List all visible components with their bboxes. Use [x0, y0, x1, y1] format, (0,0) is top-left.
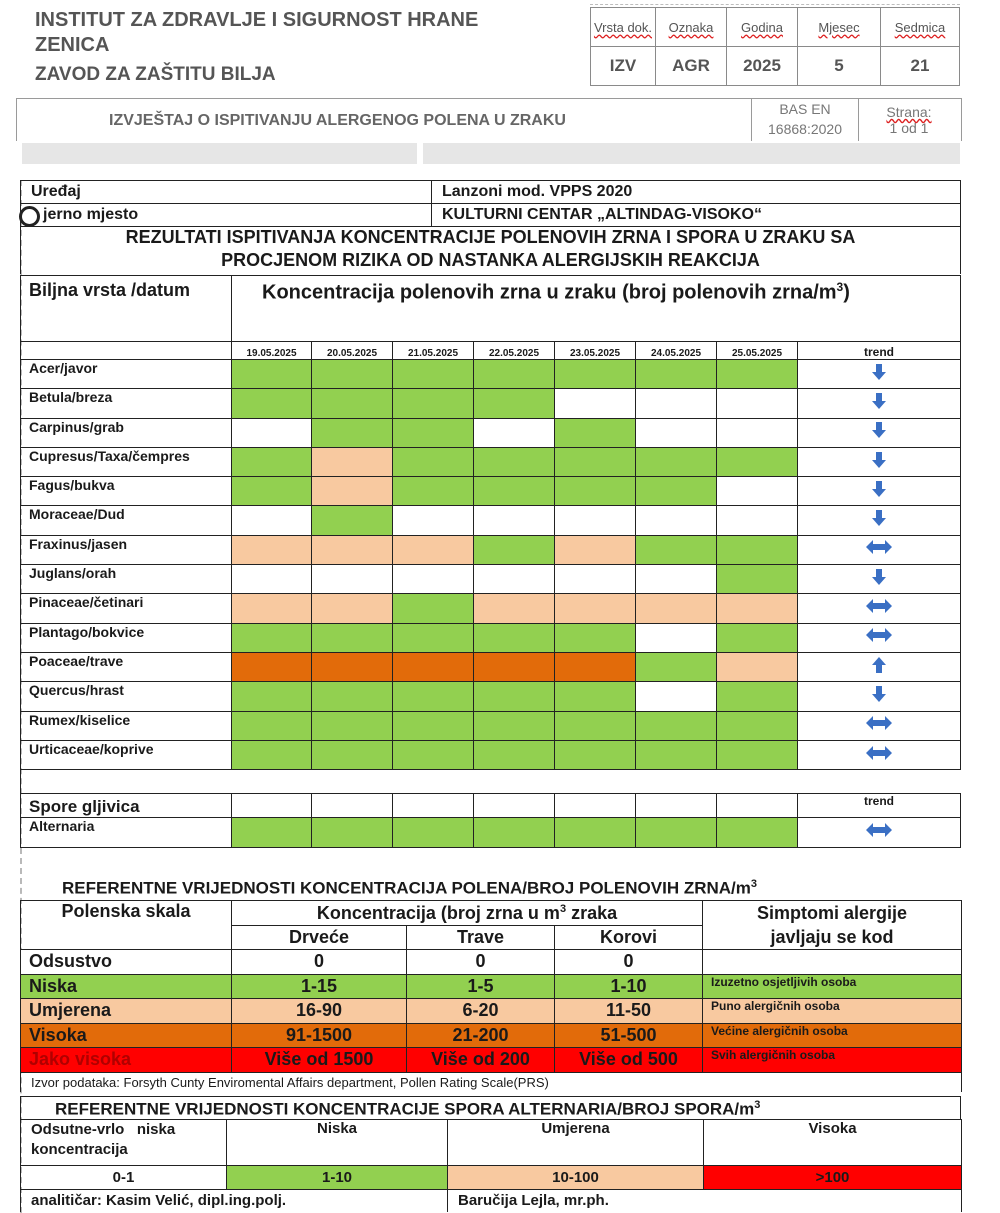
- pollen-results-table: [20, 275, 961, 848]
- species-row: [21, 623, 961, 652]
- concentration-cell: [312, 594, 393, 623]
- arrow-left-right-icon: [866, 747, 892, 764]
- concentration-cell: [717, 447, 798, 476]
- species-name: Carpinus/grab: [21, 418, 232, 447]
- blank-cell: [21, 770, 232, 794]
- concentration-cell: [717, 818, 798, 848]
- concentration-cell: [555, 389, 636, 418]
- scale-level: Jako visoka: [21, 1048, 232, 1073]
- analyst-signature: analitičar: Kasim Velić, dipl.ing.polj.: [21, 1190, 448, 1212]
- spores-reference-title: REFERENTNE VRIJEDNOSTI KONCENTRACIJE SPORA ALTERNARIA/BROJ SPORA/m: [55, 1099, 755, 1119]
- concentration-cell: [393, 594, 474, 623]
- arrow-down-icon: [872, 368, 886, 385]
- scale-value: 6-20: [407, 999, 555, 1024]
- blank-cell: [232, 770, 312, 794]
- concentration-cell: [312, 818, 393, 848]
- species-row: [21, 535, 961, 564]
- spores-trend-header: trend: [798, 794, 961, 818]
- species-row: [21, 711, 961, 740]
- spores-col-high: Visoka: [704, 1120, 962, 1166]
- concentration-cell: [232, 447, 312, 476]
- concentration-cell: [232, 711, 312, 740]
- date-header: 23.05.2025: [555, 342, 636, 360]
- device-value: Lanzoni mod. VPPS 2020: [432, 181, 961, 204]
- concentration-cell: [555, 594, 636, 623]
- scale-value: 51-500: [555, 1023, 703, 1048]
- spores-reference-sup: 3: [754, 1099, 761, 1111]
- concentration-cell: [474, 818, 555, 848]
- concentration-cell: [312, 682, 393, 711]
- concentration-cell: [717, 711, 798, 740]
- doc-week-value: 21: [881, 47, 960, 86]
- org-line-1: INSTITUT ZA ZDRAVLJE I SIGURNOST HRANE: [35, 9, 479, 31]
- date-header: 21.05.2025: [393, 342, 474, 360]
- species-row: [21, 565, 961, 594]
- concentration-header-end: ): [843, 281, 850, 304]
- scale-value: Više od 1500: [232, 1048, 407, 1073]
- arrow-down-icon: [872, 514, 886, 531]
- trend-cell: [798, 389, 961, 418]
- concentration-cell: [636, 418, 717, 447]
- species-row: [21, 740, 961, 769]
- trend-cell: [798, 565, 961, 594]
- species-name: Fraxinus/jasen: [21, 535, 232, 564]
- date-header: 19.05.2025: [232, 342, 312, 360]
- concentration-cell: [232, 565, 312, 594]
- concentration-cell: [393, 682, 474, 711]
- device-table: [20, 180, 961, 227]
- spores-val-low: 1-10: [227, 1166, 448, 1190]
- concentration-cell: [474, 565, 555, 594]
- concentration-cell: [555, 477, 636, 506]
- arrow-left-right-icon: [866, 717, 892, 734]
- concentration-cell: [636, 652, 717, 681]
- second-signature: Baručija Lejla, mr.ph.: [448, 1190, 962, 1212]
- concentration-cell: [474, 682, 555, 711]
- cursor-circle: [19, 206, 40, 227]
- symptom-text: [703, 950, 962, 975]
- blank-row: [21, 770, 961, 794]
- grey-bar-right: [423, 143, 960, 164]
- spores-reference-box: [20, 1096, 961, 1120]
- concentration-cell: [232, 389, 312, 418]
- spores-scale-table: [20, 1119, 962, 1212]
- ref-conc-text: Koncentracija (broj zrna u m: [316, 902, 560, 923]
- concentration-cell: [232, 740, 312, 769]
- concentration-cell: [717, 506, 798, 535]
- scale-row: [21, 950, 962, 975]
- concentration-cell: [393, 565, 474, 594]
- species-row: [21, 360, 961, 389]
- concentration-cell: [232, 360, 312, 389]
- arrow-down-icon: [872, 456, 886, 473]
- concentration-column-header: [232, 276, 961, 342]
- concentration-cell: [232, 652, 312, 681]
- scale-level: Umjerena: [21, 999, 232, 1024]
- trend-cell: [798, 360, 961, 389]
- species-row: [21, 477, 961, 506]
- spores-header-cell: [555, 794, 636, 818]
- concentration-cell: [636, 506, 717, 535]
- pollen-scale-table: [20, 900, 962, 1092]
- species-name: Juglans/orah: [21, 565, 232, 594]
- doc-year-value: 2025: [727, 47, 798, 86]
- concentration-cell: [393, 389, 474, 418]
- concentration-cell: [636, 360, 717, 389]
- concentration-cell: [312, 565, 393, 594]
- scale-row: [21, 1023, 962, 1048]
- trend-cell: [798, 594, 961, 623]
- concentration-cell: [474, 506, 555, 535]
- concentration-cell: [717, 389, 798, 418]
- concentration-cell: [474, 389, 555, 418]
- location-value: KULTURNI CENTAR „ALTINDAG-VISOKO“: [432, 204, 961, 227]
- concentration-cell: [636, 389, 717, 418]
- scale-value: 1-5: [407, 974, 555, 999]
- arrow-down-icon: [872, 573, 886, 590]
- symptom-text: Izuzetno osjetljivih osoba: [703, 974, 962, 999]
- concentration-cell: [717, 623, 798, 652]
- concentration-cell: [474, 623, 555, 652]
- trend-header: trend: [798, 342, 961, 360]
- arrow-left-right-icon: [866, 541, 892, 558]
- scale-value: 1-10: [555, 974, 703, 999]
- trend-cell: [798, 682, 961, 711]
- doc-month-value: 5: [798, 47, 881, 86]
- concentration-cell: [636, 818, 717, 848]
- reference-title-sup: 3: [750, 878, 758, 890]
- concentration-cell: [312, 447, 393, 476]
- concentration-cell: [393, 535, 474, 564]
- concentration-cell: [474, 652, 555, 681]
- scale-value: 0: [232, 950, 407, 975]
- spores-col-absent-l2: koncentracija: [31, 1141, 128, 1158]
- scale-value: 1-15: [232, 974, 407, 999]
- concentration-cell: [232, 418, 312, 447]
- concentration-cell: [232, 682, 312, 711]
- concentration-header-sup: 3: [836, 280, 844, 294]
- trend-cell: [798, 535, 961, 564]
- scale-value: 11-50: [555, 999, 703, 1024]
- concentration-cell: [393, 711, 474, 740]
- ref-concentration-header: [232, 901, 703, 926]
- grey-bar-left: [22, 143, 417, 164]
- ref-conc-end: zraka: [566, 902, 618, 923]
- species-row: [21, 652, 961, 681]
- org-line-2: ZENICA: [35, 34, 110, 56]
- device-label: Uređaj: [21, 181, 432, 204]
- blank-cell: [393, 770, 474, 794]
- concentration-cell: [393, 623, 474, 652]
- spores-val-high: >100: [704, 1166, 962, 1190]
- concentration-cell: [312, 711, 393, 740]
- concentration-cell: [474, 418, 555, 447]
- concentration-cell: [393, 740, 474, 769]
- species-name: Rumex/kiselice: [21, 711, 232, 740]
- scale-value: 0: [555, 950, 703, 975]
- symptom-text: Puno alergičnih osoba: [703, 999, 962, 1024]
- concentration-cell: [232, 535, 312, 564]
- spores-col-moderate: Umjerena: [448, 1120, 704, 1166]
- concentration-cell: [555, 623, 636, 652]
- doc-type-value: IZV: [591, 47, 656, 86]
- spores-header-cell: [393, 794, 474, 818]
- doc-year-label: Godina: [727, 8, 798, 47]
- species-name: Fagus/bukva: [21, 477, 232, 506]
- spores-header-row: [21, 794, 961, 818]
- spores-header-cell: [232, 794, 312, 818]
- concentration-cell: [312, 623, 393, 652]
- grass-header: Trave: [407, 926, 555, 950]
- scale-value: Više od 200: [407, 1048, 555, 1073]
- concentration-cell: [717, 594, 798, 623]
- concentration-cell: [555, 565, 636, 594]
- concentration-cell: [232, 623, 312, 652]
- concentration-cell: [717, 652, 798, 681]
- report-title: IZVJEŠTAJ O ISPITIVANJU ALERGENOG POLENA U ZRAKU: [109, 112, 566, 129]
- concentration-cell: [555, 418, 636, 447]
- concentration-cell: [555, 711, 636, 740]
- arrow-down-icon: [872, 397, 886, 414]
- concentration-cell: [636, 682, 717, 711]
- symptoms-header: [703, 901, 962, 950]
- concentration-cell: [636, 740, 717, 769]
- concentration-cell: [474, 360, 555, 389]
- species-row: [21, 447, 961, 476]
- spores-header-cell: [312, 794, 393, 818]
- concentration-cell: [555, 740, 636, 769]
- blank-cell: [717, 770, 798, 794]
- doc-type-label: Vrsta dok.: [591, 8, 656, 47]
- concentration-cell: [474, 711, 555, 740]
- species-name: Acer/javor: [21, 360, 232, 389]
- species-row: [21, 418, 961, 447]
- trees-header: Drveće: [232, 926, 407, 950]
- concentration-cell: [636, 535, 717, 564]
- concentration-cell: [636, 477, 717, 506]
- spores-label: Spore gljivica: [21, 794, 232, 818]
- concentration-cell: [312, 418, 393, 447]
- symptom-text: Većine alergičnih osoba: [703, 1023, 962, 1048]
- scale-level: Odsustvo: [21, 950, 232, 975]
- doc-month-label: Mjesec: [798, 8, 881, 47]
- concentration-cell: [717, 740, 798, 769]
- reference-title: [62, 878, 757, 899]
- doc-code-value: AGR: [656, 47, 727, 86]
- trend-cell: [798, 652, 961, 681]
- concentration-cell: [717, 565, 798, 594]
- concentration-cell: [474, 535, 555, 564]
- concentration-cell: [717, 477, 798, 506]
- species-row: [21, 506, 961, 535]
- results-title-line-1: REZULTATI ISPITIVANJA KONCENTRACIJE POLENOVIH ZRNA I SPORA U ZRAKU SA: [125, 227, 856, 247]
- source-row: [21, 1072, 962, 1092]
- org-name: [35, 8, 478, 58]
- concentration-cell: [393, 477, 474, 506]
- concentration-cell: [555, 447, 636, 476]
- concentration-cell: [393, 506, 474, 535]
- location-label: jerno mjesto: [43, 206, 139, 223]
- species-row: [21, 818, 961, 848]
- concentration-cell: [232, 477, 312, 506]
- concentration-cell: [232, 594, 312, 623]
- concentration-cell: [232, 818, 312, 848]
- spores-col-low: Niska: [227, 1120, 448, 1166]
- concentration-cell: [312, 535, 393, 564]
- scale-value: 16-90: [232, 999, 407, 1024]
- concentration-header-text: Koncentracija polenovih zrna u zraku (broj polenovih zrna/m: [262, 281, 837, 304]
- concentration-cell: [393, 818, 474, 848]
- trend-cell: [798, 711, 961, 740]
- concentration-cell: [312, 389, 393, 418]
- blank-cell: [474, 770, 555, 794]
- concentration-cell: [393, 447, 474, 476]
- concentration-cell: [555, 506, 636, 535]
- species-row: [21, 682, 961, 711]
- scale-header: Polenska skala: [21, 901, 232, 950]
- spores-col-absent-l1: Odsutne-vrlo niska: [31, 1121, 176, 1138]
- blank-cell: [636, 770, 717, 794]
- source-note: Izvor podataka: Forsyth Cunty Enviromental Affairs department, Pollen Rating Scale(PRS): [21, 1072, 962, 1092]
- spores-val-moderate: 10-100: [448, 1166, 704, 1190]
- species-name: Poaceae/trave: [21, 652, 232, 681]
- concentration-cell: [555, 360, 636, 389]
- species-name: Plantago/bokvice: [21, 623, 232, 652]
- scale-row: [21, 999, 962, 1024]
- concentration-cell: [393, 418, 474, 447]
- spores-col-absent: [21, 1120, 227, 1166]
- date-header: 24.05.2025: [636, 342, 717, 360]
- concentration-cell: [555, 535, 636, 564]
- scale-level: Visoka: [21, 1023, 232, 1048]
- trend-cell: [798, 818, 961, 848]
- location-label-cell: [21, 204, 432, 227]
- species-name: Moraceae/Dud: [21, 506, 232, 535]
- standard-line-1: BAS EN: [779, 101, 831, 117]
- species-name: Betula/breza: [21, 389, 232, 418]
- standard-cell: [751, 99, 859, 141]
- page-label: Strana:: [886, 104, 932, 120]
- concentration-cell: [232, 506, 312, 535]
- species-name: Urticaceae/koprive: [21, 740, 232, 769]
- spores-val-absent: 0-1: [21, 1166, 227, 1190]
- standard-line-2: 16868:2020: [768, 121, 842, 137]
- species-name: Cupresus/Taxa/čempres: [21, 447, 232, 476]
- scale-value: 21-200: [407, 1023, 555, 1048]
- date-header: 25.05.2025: [717, 342, 798, 360]
- spores-header-cell: [636, 794, 717, 818]
- concentration-cell: [636, 711, 717, 740]
- org-department: ZAVOD ZA ZAŠTITU BILJA: [35, 64, 276, 85]
- scale-value: Više od 500: [555, 1048, 703, 1073]
- blank-cell: [555, 770, 636, 794]
- concentration-cell: [474, 447, 555, 476]
- scale-value: 0: [407, 950, 555, 975]
- species-name: Quercus/hrast: [21, 682, 232, 711]
- concentration-cell: [474, 477, 555, 506]
- concentration-cell: [312, 477, 393, 506]
- doc-info-table: [590, 7, 960, 86]
- concentration-cell: [312, 740, 393, 769]
- blank-cell: [312, 770, 393, 794]
- report-title-box: [16, 98, 962, 141]
- concentration-cell: [555, 682, 636, 711]
- trend-cell: [798, 740, 961, 769]
- concentration-cell: [474, 594, 555, 623]
- spores-header-cell: [717, 794, 798, 818]
- concentration-cell: [393, 652, 474, 681]
- species-row: [21, 594, 961, 623]
- date-header: 22.05.2025: [474, 342, 555, 360]
- doc-code-label: Oznaka: [656, 8, 727, 47]
- concentration-cell: [717, 360, 798, 389]
- blank-cell: [798, 770, 961, 794]
- arrow-left-right-icon: [866, 629, 892, 646]
- arrow-down-icon: [872, 690, 886, 707]
- reference-title-text: REFERENTNE VRIJEDNOSTI KONCENTRACIJA POLENA/BROJ POLENOVIH ZRNA/m: [62, 878, 751, 898]
- concentration-cell: [717, 535, 798, 564]
- concentration-cell: [717, 682, 798, 711]
- ref-conc-sup: 3: [559, 902, 567, 915]
- species-row: [21, 389, 961, 418]
- arrow-up-icon: [872, 661, 886, 678]
- concentration-cell: [636, 623, 717, 652]
- symptom-text: Svih alergičnih osoba: [703, 1048, 962, 1073]
- symptoms-header-l1: Simptomi alergije: [756, 903, 908, 923]
- concentration-cell: [555, 652, 636, 681]
- scale-row: [21, 1048, 962, 1073]
- concentration-cell: [636, 565, 717, 594]
- species-name: Pinaceae/četinari: [21, 594, 232, 623]
- top-dashed-line: [590, 4, 960, 5]
- trend-cell: [798, 418, 961, 447]
- date-header: 20.05.2025: [312, 342, 393, 360]
- concentration-cell: [474, 740, 555, 769]
- page-cell: [859, 104, 959, 136]
- arrow-down-icon: [872, 485, 886, 502]
- arrow-left-right-icon: [866, 600, 892, 617]
- concentration-cell: [636, 447, 717, 476]
- trend-cell: [798, 506, 961, 535]
- concentration-cell: [717, 418, 798, 447]
- concentration-cell: [555, 818, 636, 848]
- concentration-cell: [312, 652, 393, 681]
- results-title: [20, 226, 961, 274]
- doc-week-label: Sedmica: [881, 8, 960, 47]
- arrow-left-right-icon: [866, 824, 892, 841]
- concentration-cell: [312, 506, 393, 535]
- concentration-cell: [636, 594, 717, 623]
- species-name: Alternaria: [21, 818, 232, 848]
- concentration-cell: [393, 360, 474, 389]
- scale-row: [21, 974, 962, 999]
- spores-header-cell: [474, 794, 555, 818]
- trend-cell: [798, 447, 961, 476]
- trend-cell: [798, 477, 961, 506]
- arrow-down-icon: [872, 426, 886, 443]
- page-value: 1 od 1: [889, 120, 929, 136]
- concentration-cell: [312, 360, 393, 389]
- date-row-spacer: [21, 342, 232, 360]
- scale-value: 91-1500: [232, 1023, 407, 1048]
- symptoms-header-l2: javljaju se kod: [770, 927, 894, 947]
- weeds-header: Korovi: [555, 926, 703, 950]
- results-title-line-2: PROCJENOM RIZIKA OD NASTANKA ALERGIJSKIH REAKCIJA: [221, 250, 760, 270]
- trend-cell: [798, 623, 961, 652]
- scale-level: Niska: [21, 974, 232, 999]
- species-column-header: Biljna vrsta /datum: [21, 276, 232, 342]
